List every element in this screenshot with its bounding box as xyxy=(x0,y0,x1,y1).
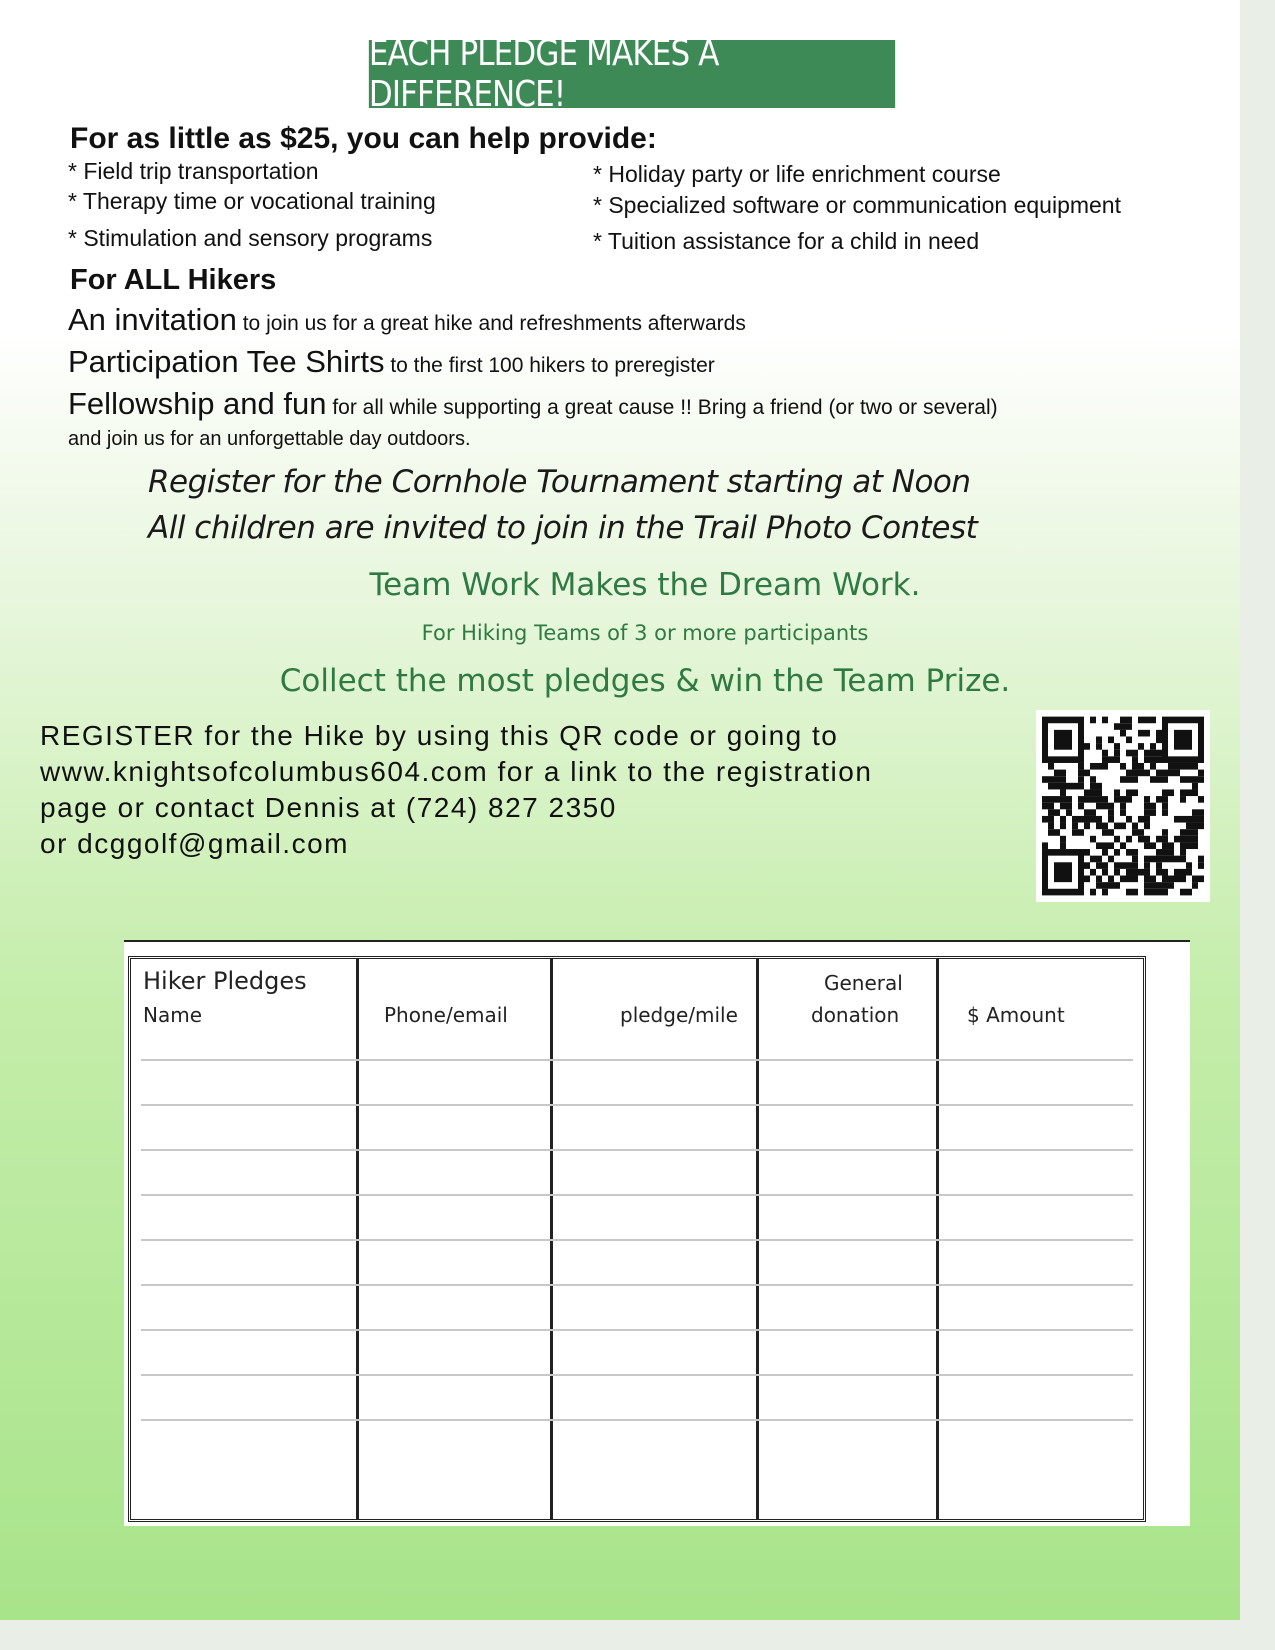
hikers-line xyxy=(68,386,998,422)
banner-heading: EACH PLEDGE MAKES A DIFFERENCE! xyxy=(369,40,895,108)
register-line: page or contact Dennis at (724) 827 2350 xyxy=(40,792,617,823)
team-prize: Collect the most pledges & win the Team Prize. xyxy=(279,663,1011,699)
provide-item: * Stimulation and sensory programs xyxy=(68,225,433,251)
event-photo-contest: All children are invited to join in the Trail Photo Contest xyxy=(148,510,978,546)
pledge-row-line xyxy=(141,1374,1133,1376)
hikers-line xyxy=(68,302,746,338)
hikers-line xyxy=(68,344,715,380)
hikers-continuation: and join us for an unforgettable day outdoors. xyxy=(68,428,471,450)
pledge-row-line xyxy=(141,1284,1133,1286)
column-header-phone: Phone/email xyxy=(384,1003,508,1027)
pledge-table-grid xyxy=(128,956,1146,1522)
team-headline: Team Work Makes the Dream Work. xyxy=(369,567,921,603)
hikers-title: For ALL Hikers xyxy=(70,264,277,296)
pledge-row-line xyxy=(141,1239,1133,1241)
register-line: www.knightsofcolumbus604.com for a link to the registration xyxy=(40,756,873,787)
provide-item: * Tuition assistance for a child in need xyxy=(593,228,980,254)
team-subline: For Hiking Teams of 3 or more participants xyxy=(421,621,869,645)
table-title: Hiker Pledges xyxy=(143,967,307,995)
provide-item: * Therapy time or vocational training xyxy=(68,188,436,214)
hikers-line-lead: Participation Tee Shirts xyxy=(68,344,385,379)
pledge-table xyxy=(124,940,1190,1526)
provide-item: * Field trip transportation xyxy=(68,158,319,184)
event-cornhole: Register for the Cornhole Tournament starting at Noon xyxy=(148,464,971,500)
hikers-line-rest: for all while supporting a great cause !! Bring a friend (or two or several) xyxy=(326,396,998,419)
hikers-line-rest: to the first 100 hikers to preregister xyxy=(384,354,715,377)
hikers-line-rest: to join us for a great hike and refreshments afterwards xyxy=(236,312,746,335)
column-header-name: Name xyxy=(143,1003,203,1027)
pledge-row-line xyxy=(141,1059,1133,1061)
register-line: REGISTER for the Hike by using this QR code or going to xyxy=(40,720,839,751)
provide-title: For as little as $25, you can help provide: xyxy=(70,122,657,155)
pledge-row-line xyxy=(141,1194,1133,1196)
provide-item: * Specialized software or communication equipment xyxy=(593,192,1121,218)
qr-code-icon[interactable] xyxy=(1036,710,1210,902)
column-header-amount: $ Amount xyxy=(967,1003,1065,1027)
register-email: or dcggolf@gmail.com xyxy=(40,828,349,859)
hikers-line-lead: An invitation xyxy=(68,302,237,337)
column-header-donation: donation xyxy=(811,1003,900,1027)
pledge-row-line xyxy=(141,1419,1133,1421)
provide-item: * Holiday party or life enrichment course xyxy=(593,161,1001,187)
pledge-row-line xyxy=(141,1329,1133,1331)
hikers-line-lead: Fellowship and fun xyxy=(68,386,327,421)
pledge-row-line xyxy=(141,1104,1133,1106)
column-header-general: General xyxy=(824,971,903,995)
column-header-pledge: pledge/mile xyxy=(620,1003,738,1027)
pledge-row-line xyxy=(141,1149,1133,1151)
